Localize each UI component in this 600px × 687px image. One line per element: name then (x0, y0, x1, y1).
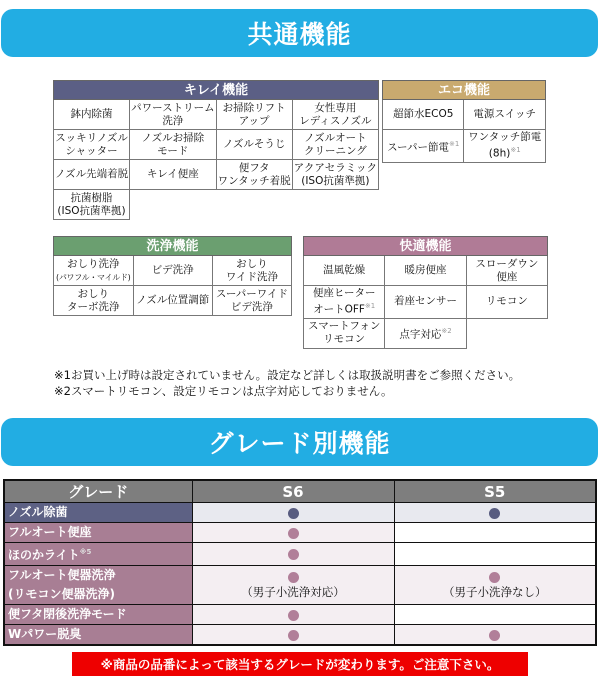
feature-cell: スッキリノズル シャッター (54, 130, 130, 160)
comfort-row (304, 318, 548, 348)
eco-features-body (383, 100, 546, 163)
feature-cell: 超節水ECO5 (383, 100, 464, 130)
grade-feature-label: ノズル除菌 (4, 503, 192, 523)
s5-value-cell (394, 543, 596, 566)
grade-warning-banner (72, 652, 528, 676)
s5-value-cell (394, 503, 596, 523)
kirei-row (54, 130, 379, 160)
s6-value-cell (192, 566, 394, 605)
grade-column-header: グレード (4, 480, 192, 503)
footnote-marker: ※1 (449, 139, 460, 148)
s6-column-header: S6 (192, 480, 394, 503)
grade-table-row (4, 605, 596, 625)
grade-table-body (4, 503, 596, 646)
available-dot-icon (489, 508, 500, 519)
feature-cell: 電源スイッチ (464, 100, 546, 130)
empty-cell (130, 190, 216, 220)
footnote-marker: ※1 (510, 146, 521, 154)
footnote-2: ※2スマートリモコン、設定リモコンは点字対応しておりません。 (54, 384, 393, 398)
available-dot-icon (489, 630, 500, 641)
feature-cell: ビデ洗浄 (133, 256, 212, 286)
s6-value-cell (192, 605, 394, 625)
grade-feature-label: ほのかライト$^{※5}$ (4, 543, 192, 566)
feature-cell: スーパーワイド ビデ洗浄 (212, 286, 291, 316)
feature-cell: お掃除リフト アップ (216, 100, 292, 130)
kirei-features-body (54, 100, 379, 220)
feature-cell: 着座センサー (385, 286, 466, 319)
feature-cell: スローダウン 便座 (466, 256, 547, 286)
eco-row (383, 100, 546, 130)
wash-features-body (54, 256, 292, 316)
comfort-row (304, 256, 548, 286)
empty-cell (466, 318, 547, 348)
grade-feature-label: フルオート便座 (4, 523, 192, 543)
grade-table-row (4, 523, 596, 543)
feature-cell: ノズルお掃除 モード (130, 130, 216, 160)
feature-cell: 温風乾燥 (304, 256, 385, 286)
feature-cell: ノズル位置調節 (133, 286, 212, 316)
available-dot-icon (288, 630, 299, 641)
feature-cell: 便フタ ワンタッチ着脱 (216, 160, 292, 190)
eco-row (383, 130, 546, 163)
feature-cell: 抗菌樹脂 (ISO抗菌準拠) (54, 190, 130, 220)
grade-features-banner (1, 418, 598, 466)
footnote-1: ※1お買い上げ時は設定されていません。設定など詳しくは取扱説明書をご参照ください。 (54, 368, 521, 382)
available-dot-icon (288, 610, 299, 621)
feature-cell: ワンタッチ節電 $(8h)^{※1}$ (464, 130, 546, 163)
comfort-features-table (303, 236, 548, 349)
s6-value-cell (192, 625, 394, 646)
footnotes (54, 367, 520, 399)
feature-cell: スーパー節電$^{※1}$ (383, 130, 464, 163)
feature-cell: 鉢内除菌 (54, 100, 130, 130)
s5-value-cell (394, 605, 596, 625)
grade-feature-label: 便フタ閉後洗浄モード (4, 605, 192, 625)
available-dot-icon (288, 572, 299, 583)
feature-cell: 便座ヒーター オートOFF$^{※1}$ (304, 286, 385, 319)
feature-cell: キレイ便座 (130, 160, 216, 190)
grade-table-row (4, 566, 596, 605)
feature-subtext: (パワフル・マイルド) (56, 272, 131, 282)
s6-value-cell (192, 543, 394, 566)
common-features-banner (1, 9, 598, 57)
comfort-features-title: 快適機能 (304, 237, 548, 256)
available-dot-icon (288, 528, 299, 539)
s5-value-cell (394, 625, 596, 646)
comfort-row (304, 286, 548, 319)
available-dot-icon (288, 549, 299, 560)
grade-table-row (4, 625, 596, 646)
feature-cell: アクアセラミック (ISO抗菌準拠) (292, 160, 378, 190)
feature-cell: おしり ワイド洗浄 (212, 256, 291, 286)
grade-warning-text: ※商品の品番によって該当するグレードが変わります。ご注意下さい。 (100, 657, 500, 672)
s5-value-cell (394, 566, 596, 605)
feature-cell: ノズルそうじ (216, 130, 292, 160)
wash-features-title: 洗浄機能 (54, 237, 292, 256)
footnote-marker: ※1 (364, 302, 376, 310)
footnote-marker: ※2 (441, 326, 452, 335)
empty-cell (216, 190, 292, 220)
comfort-features-body (304, 256, 548, 349)
eco-features-table (382, 80, 546, 163)
footnote-marker: ※5 (79, 548, 92, 556)
feature-cell: おしり ターボ洗浄 (54, 286, 134, 316)
s6-value-cell (192, 523, 394, 543)
wash-features-table (53, 236, 292, 316)
eco-features-title: エコ機能 (383, 81, 546, 100)
grade-table-row (4, 503, 596, 523)
wash-row (54, 256, 292, 286)
feature-cell: 点字対応$^{※2}$ (385, 318, 466, 348)
s5-value-cell (394, 523, 596, 543)
grade-feature-label: フルオート便器洗浄 (リモコン便器洗浄) (4, 566, 192, 605)
feature-cell: スマートフォン リモコン (304, 318, 385, 348)
wash-row (54, 286, 292, 316)
kirei-row (54, 100, 379, 130)
feature-cell: おしり洗浄 (パワフル・マイルド) (54, 256, 134, 286)
feature-cell: リモコン (466, 286, 547, 319)
s6-value-note: （男子小洗浄対応） (241, 584, 345, 599)
grade-comparison-table (3, 479, 597, 646)
common-features-title: 共通機能 (247, 20, 352, 49)
feature-cell: パワーストリーム 洗浄 (130, 100, 216, 130)
feature-cell: 暖房便座 (385, 256, 466, 286)
s6-value-cell (192, 503, 394, 523)
grade-table-row (4, 543, 596, 566)
available-dot-icon (489, 572, 500, 583)
empty-cell (292, 190, 378, 220)
kirei-row (54, 190, 379, 220)
feature-cell: 女性専用 レディスノズル (292, 100, 378, 130)
kirei-features-table (53, 80, 379, 220)
grade-feature-label: Wパワー脱臭 (4, 625, 192, 646)
kirei-row (54, 160, 379, 190)
available-dot-icon (288, 508, 299, 519)
s5-column-header: S5 (394, 480, 596, 503)
kirei-features-title: キレイ機能 (54, 81, 379, 100)
s5-value-note: （男子小洗浄なし） (443, 584, 547, 599)
feature-cell: ノズルオート クリーニング (292, 130, 378, 160)
feature-cell: ノズル先端着脱 (54, 160, 130, 190)
grade-features-title: グレード別機能 (208, 429, 391, 458)
